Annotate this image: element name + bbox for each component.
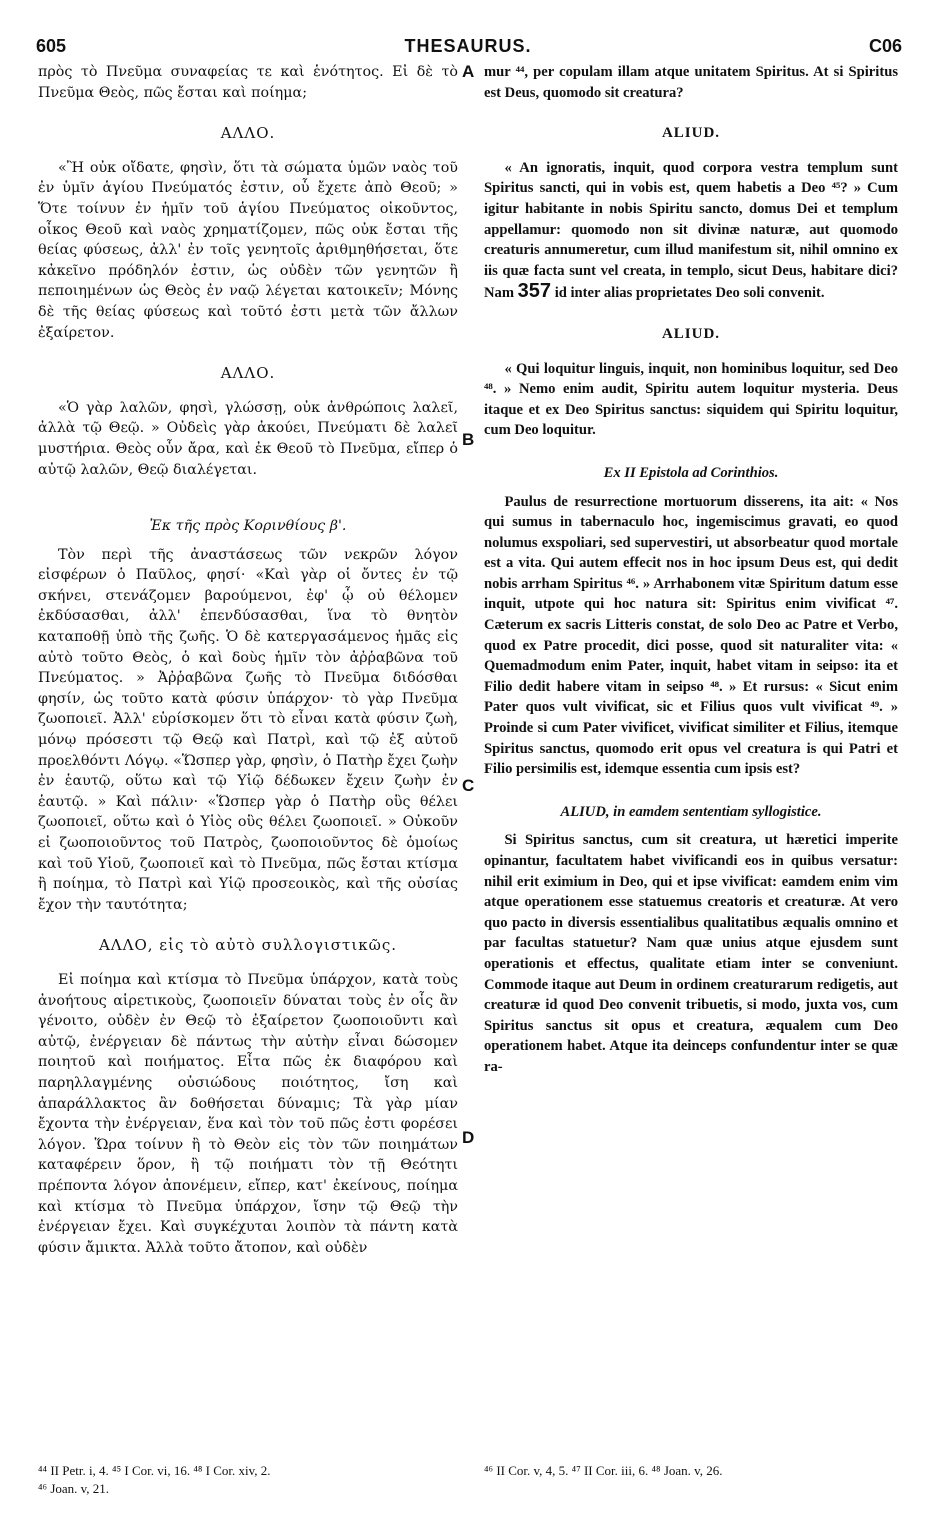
footnote-left-line-1: ⁴⁴ II Petr. i, 4. ⁴⁵ I Cor. vi, 16. ⁴⁸ I Cor. xiv, 2.: [38, 1463, 271, 1478]
greek-paragraph-4: Εἰ ποίημα καὶ κτίσμα τὸ Πνεῦμα ὑπάρχον, κατὰ τοὺς ἀνοήτους αἱρετικοὺς, ζωοποιεῖν δύναται τοὺς ἐν οἷς ἂν γένοιτο, οὐδὲν ἐν Θεῷ τὸ ἐξαίρετον ζωοποιοῦντι καὶ αὐτῷ, ἐνέργειαν δὲ πάντως τὴν αὐτὴν εἶναι δώσομεν ποιητοῦ καὶ ποιήματος. Εἶτα πῶς ἐκ διαφόρου καὶ παρηλλαγμένης οὐσιώδους ποιότητος, ἴση καὶ ἀπαράλλακτος ἂν δοθήσεται δύναμις; Τὰ γὰρ μίαν ἔχοντα τὴν ἐνέργειαν, ἕνα καὶ τὸν τοῦ πῶς ἐστι φορέσει λόγον. Ὥρα τοίνυν ἢ τὸ Θεὸν εἰς τὸν τῶν ποιημάτων καταφέρειν ὅρον, ἢ τῷ ποιήματι τὸν τῇ Θεότητι πρέποντα λόγον ἀπονέμειν, εἴπερ, κατ' ἐκείνους, ποίημα καὶ κτίσμα τὸ Πνεῦμα ὑπάρχον, ἴσην τῷ Θεῷ τὴν ἐνέργειαν ἔχει. Καὶ συγκέχυται λοιπὸν τὰ πάντη κατὰ φύσιν ἄμικτα. Ἀλλὰ τοῦτο ἄτοπον, καὶ οὐδὲν: [38, 971, 458, 1256]
page-number-right: C06: [868, 36, 902, 56]
latin-heading-2: ALIUD.: [661, 325, 721, 342]
footnotes-left: [38, 1462, 458, 1498]
margin-marker-a: A: [462, 62, 475, 81]
latin-paragraph-1: [484, 158, 898, 304]
latin-column: [484, 62, 898, 1078]
greek-heading-2: ΑΛΛΟ.: [220, 364, 276, 383]
page-number-left: 605: [36, 36, 67, 56]
greek-paragraph-3: Τὸν περὶ τῆς ἀναστάσεως τῶν νεκρῶν λόγον εἰσφέρων ὁ Παῦλος, φησί· «Καὶ γὰρ οἱ ὄντες ἐν τῷ σκήνει, στενάζομεν βαρούμενοι, ἐφ' ᾧ οὐ θέλομεν ἐκδύσασθαι, ἀλλ' ἐπενδύσασθαι, ἵνα τὸ θνητὸν καταποθῇ ὑπὸ τῆς ζωῆς. Ὁ δὲ κατεργασάμενος ἡμᾶς εἰς αὐτὸ τοῦτο Θεὸς, ὁ καὶ δοὺς ἡμῖν τὸν ἀῤῥαβῶνα τοῦ Πνεύματος. » Ἀῤῥαβῶνα ζωῆς τὸ Πνεῦμα διδόσθαι φησίν, ὡς τοῦτο κατὰ φύσιν ὑπάρχον· τὸ γὰρ Πνεῦμα ζωοποιεῖ. Ἀλλ' εὑρίσκομεν ὅτι τὸ εἶναι κατὰ φύσιν ζωὴ, μόνῳ πρόσεστι τῷ Θεῷ καὶ Πατρὶ, καὶ τῷ ἐξ αὐτοῦ προελθόντι Λόγῳ. «Ὥσπερ γὰρ, φησὶν, ὁ Πατὴρ ἔχει ζωὴν ἐν ἑαυτῷ, οὕτω καὶ τῷ Υἱῷ δέδωκεν ἔχειν ζωὴν ἐν ἑαυτῷ. » Καὶ πάλιν· «Ὥσπερ γὰρ ὁ Πατὴρ οὓς θέλει ζωοποιεῖ, οὕτω καὶ ὁ Υἱὸς οὓς θέλει ζωοποιεῖ. » Οὐκοῦν εἰ ζωοποιοῦντος τοῦ Πατρὸς, ζωοποιοῦντος δὲ ὁμοίως καὶ τοῦ Υἱοῦ, ζωοποιεῖ καὶ τὸ Πνεῦμα, πῶς ἔσται κτίσμα ἢ ποίημα, τὸ Πατρὶ καὶ Υἱῷ προσεοικὸς, καὶ τῆς οὐσίας ἔχον τὴν ταυτότητα;: [38, 546, 458, 913]
margin-marker-b: B: [462, 430, 475, 449]
latin-heading-1: ALIUD.: [661, 125, 721, 142]
footnote-right-line-1: ⁴⁶ II Cor. v, 4, 5. ⁴⁷ II Cor. iii, 6. ⁴⁸ Joan. v, 26.: [484, 1463, 723, 1478]
latin-paragraph-2: « Qui loquitur linguis, inquit, non hominibus loquitur, sed Deo ⁴⁸. » Nemo enim audit, Spiritu autem loquitur mysteria. Deus itaque et ex Deo Spiritus sanctus: siquidem qui Spiritu loquitur, cum Deo loquitur.: [484, 360, 898, 439]
running-title: THESAURUS.: [404, 36, 532, 56]
latin-heading-4: ALIUD, in eamdem sententiam syllogistice.: [560, 803, 822, 820]
greek-paragraph-1: «Ἢ οὐκ οἴδατε, φησὶν, ὅτι τὰ σώματα ὑμῶν ναὸς τοῦ ἐν ὑμῖν ἁγίου Πνεύματός ἐστιν, οὗ ἔχετε ἀπὸ Θεοῦ; » Ὅτε τοίνυν ἐν ἡμῖν τοῦ ἁγίου Πνεύματος οἰκοῦντος, οἶκος Θεοῦ καὶ ναὸς χρηματίζομεν, πῶς οὐκ ἔσται τῆς θείας φύσεως, ἀλλ' ἐν τοῖς γενητοῖς ἀριθμηθήσεται, ὅτε κἀκεῖνο πρόδηλόν ἐστιν, ὡς οὐδὲν τῶν γενητῶν ἢ πεποιημένων ὡς Θεὸς ἐν ναῷ λέγεται κατοικεῖν; Μόνης δὲ τῆς θείας φύσεως καὶ τοῦτό ἐστι μετὰ τῶν ἄλλων ἐξαίρετον.: [38, 159, 458, 341]
greek-heading-3: Ἐκ τῆς πρὸς Κορινθίους β'.: [149, 518, 347, 535]
margin-marker-c: C: [462, 776, 475, 795]
latin-paragraph-1b: id inter alias proprietates Deo soli convenit.: [554, 285, 825, 302]
greek-paragraph-0: πρὸς τὸ Πνεῦμα συναφείας τε καὶ ἑνότητος. Εἰ δὲ τὸ Πνεῦμα Θεὸς, πῶς ἔσται καὶ ποίημα;: [38, 64, 458, 101]
latin-paragraph-1a: « An ignoratis, inquit, quod corpora vestra templum sunt Spiritus sancti, qui in vobis est, quem habetis a Deo ⁴⁵? » Cum igitur habitante in nobis Spiritu sancto, domus Dei et templum appellamur: quomodo non sit divinæ naturæ, aut quomodo creaturis annumeretur, cum illud manifestum sit, nihil omnino ex iis quæ facta sunt vel creata, in templo, sicut Deus, habitare dici? Nam: [484, 159, 898, 302]
greek-heading-1: ΑΛΛΟ.: [220, 124, 276, 143]
latin-heading-3: Ex II Epistola ad Corinthios.: [603, 464, 779, 481]
greek-paragraph-2: «Ὁ γὰρ λαλῶν, φησὶ, γλώσσῃ, οὐκ ἀνθρώποις λαλεῖ, ἀλλὰ τῷ Θεῷ. » Οὐδεὶς γὰρ ἀκούει, Πνεύματι δὲ λαλεῖ μυστήρια. Θεὸς οὖν ἄρα, καὶ ἐκ Θεοῦ τὸ Πνεῦμα, εἴπερ ὁ αὐτῷ λαλῶν, Θεῷ διαλέγεται.: [38, 399, 458, 478]
latin-paragraph-0: mur ⁴⁴, per copulam illam atque unitatem Spiritus. At si Spiritus est Deus, quomodo sit creatura?: [484, 64, 898, 101]
latin-paragraph-4: Si Spiritus sanctus, cum sit creatura, ut hæretici imperite opinantur, facultatem habet vivificandi eos in quibus versatur: nihil erit eximium in Deo, qui et ipse vivificat: eamdem enim vim atque operationem esse statuemus creatoris et creaturæ. At vero quo pacto in diversis essentialibus qualitatibus æqualis omnino et par facultas statuetur? Nam quæ unius atque ejusdem sunt operationis et effectus, qualitate etiam inter se conveniunt. Commode itaque aut Deum in ordinem creaturarum redigetis, aut creaturæ id quod Deo convenit tribuetis, si modo, juxta vos, cum Spiritus sanctus sit opus et creatura, æqualem cum Deo operationem habet. Atque ita deinceps confundentur inter se quæ ra-: [484, 832, 898, 1075]
margin-marker-d: D: [462, 1128, 475, 1147]
footnotes-right: [484, 1462, 898, 1480]
column-number-357: 357: [517, 280, 552, 303]
greek-column: [38, 62, 458, 1258]
running-header: [0, 36, 936, 60]
greek-heading-4: ΑΛΛΟ, εἰς τὸ αὐτὸ συλλογιστικῶς.: [98, 936, 398, 955]
latin-paragraph-3: Paulus de resurrectione mortuorum disserens, ita ait: « Nos qui sumus in tabernaculo hoc, ingemiscimus gravati, eo quod nolumus exspoliari, sed supervestiri, ut absorbeatur quod mortale est a vita. Qui autem effecit nos in hoc ipsum Deus est, qui dedit nobis arrham Spiritus ⁴⁶. » Arrhabonem vitæ Spiritum datum esse inquit, utpote qui hoc natura sit: Spiritus enim vivificat ⁴⁷. Cæterum ex sacris Litteris constat, de solo Deo ac Patre et Verbo, quod ex Patre procedit, dici posse, quod sit naturaliter vita: « Quemadmodum enim Pater, inquit, habet vitam in seipso: ita et Filio dedit habere vitam in seipso ⁴⁸. » Et rursus: « Sicut enim Pater quos vult vivificat, sic et Filius quos vult vivificat ⁴⁹. » Proinde si cum Pater vivificet, vivificat similiter et Filius, itemque Spiritus sanctus, quomodo erit opus vel creatura is qui Patri et Filio persimilis est, idemque essentia cum ipsis est?: [484, 493, 898, 778]
footnote-left-line-2: ⁴⁶ Joan. v, 21.: [38, 1481, 110, 1496]
